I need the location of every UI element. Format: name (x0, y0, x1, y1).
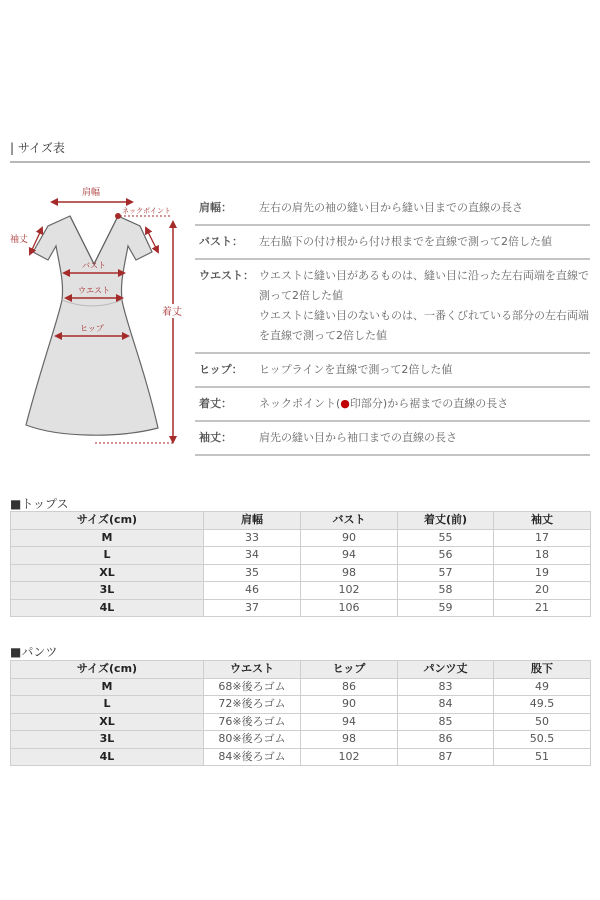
table-cell: 72※後ろゴム (204, 696, 301, 714)
table-header-row (11, 512, 591, 530)
size-label: L (11, 547, 204, 565)
table-cell: 80※後ろゴム (204, 731, 301, 749)
dress-illustration-icon (0, 180, 195, 450)
column-header: サイズ(cm) (11, 512, 204, 530)
desc-term: 肩幅： (199, 201, 232, 214)
tops-size-table (10, 511, 591, 617)
desc-row-sleeve (195, 422, 590, 456)
size-label: XL (11, 564, 204, 582)
page-title: | サイズ表 (10, 141, 65, 155)
tops-heading: ■トップス (10, 497, 69, 511)
column-header: サイズ(cm) (11, 661, 204, 679)
table-cell: 55 (398, 529, 494, 547)
table-cell: 85 (398, 713, 494, 731)
label-length: 着丈 (162, 307, 182, 318)
column-header: ウエスト (204, 661, 301, 679)
table-cell: 50.5 (494, 731, 591, 749)
table-cell: 84※後ろゴム (204, 748, 301, 766)
table-row (11, 582, 591, 600)
table-cell: 87 (398, 748, 494, 766)
size-label: 4L (11, 748, 204, 766)
desc-text-group (259, 266, 590, 346)
desc-text: ウエストに縫い目があるものは、縫い目に沿った左右両端を直線で測って2倍した値 (259, 269, 589, 302)
table-cell: 18 (494, 547, 591, 565)
table-row (11, 731, 591, 749)
table-cell: 90 (301, 529, 398, 547)
desc-term: 袖丈： (199, 431, 232, 444)
table-cell: 57 (398, 564, 494, 582)
column-header: ヒップ (301, 661, 398, 679)
table-cell: 50 (494, 713, 591, 731)
table-cell: 76※後ろゴム (204, 713, 301, 731)
column-header: 着丈(前) (398, 512, 494, 530)
title-divider (10, 161, 590, 163)
table-cell: 17 (494, 529, 591, 547)
label-sleeve: 袖丈 (10, 235, 29, 245)
column-header: パンツ丈 (398, 661, 494, 679)
table-cell: 90 (301, 696, 398, 714)
size-label: XL (11, 713, 204, 731)
table-cell: 49 (494, 678, 591, 696)
label-bust: バスト (82, 261, 106, 270)
table-cell: 20 (494, 582, 591, 600)
size-label: M (11, 529, 204, 547)
table-cell: 83 (398, 678, 494, 696)
desc-text-part: 印部分)から裾までの直線の長さ (349, 397, 509, 410)
desc-text: 左右脇下の付け根から付け根までを直線で測って2倍した値 (259, 235, 552, 248)
desc-text-part: ネックポイント( (259, 397, 341, 410)
table-cell: 94 (301, 713, 398, 731)
table-cell: 33 (204, 529, 301, 547)
desc-term: ウエスト： (199, 269, 254, 282)
column-header: 袖丈 (494, 512, 591, 530)
table-cell: 51 (494, 748, 591, 766)
table-row (11, 564, 591, 582)
table-cell: 49.5 (494, 696, 591, 714)
column-header: 股下 (494, 661, 591, 679)
measurement-descriptions (195, 192, 590, 456)
table-cell: 86 (398, 731, 494, 749)
table-cell: 86 (301, 678, 398, 696)
table-cell: 58 (398, 582, 494, 600)
table-cell: 56 (398, 547, 494, 565)
label-hip: ヒップ (80, 324, 104, 333)
column-header: バスト (301, 512, 398, 530)
desc-term: ヒップ： (199, 363, 243, 376)
desc-row-waist (195, 260, 590, 354)
size-label: L (11, 696, 204, 714)
table-cell: 19 (494, 564, 591, 582)
size-label: 3L (11, 582, 204, 600)
table-cell: 102 (301, 582, 398, 600)
table-row (11, 599, 591, 617)
size-label: M (11, 678, 204, 696)
pants-heading: ■パンツ (10, 645, 58, 659)
column-header: 肩幅 (204, 512, 301, 530)
pants-size-table (10, 660, 591, 766)
table-header-row (11, 661, 591, 679)
desc-row-length (195, 388, 590, 422)
desc-term: バスト： (199, 235, 243, 248)
red-dot-icon: ● (340, 397, 350, 410)
table-cell: 102 (301, 748, 398, 766)
desc-row-shoulder (195, 192, 590, 226)
desc-row-bust (195, 226, 590, 260)
table-cell: 34 (204, 547, 301, 565)
label-neck-point: ネックポイント (122, 207, 171, 215)
table-cell: 68※後ろゴム (204, 678, 301, 696)
table-cell: 46 (204, 582, 301, 600)
label-shoulder: 肩幅 (82, 188, 101, 198)
table-cell: 106 (301, 599, 398, 617)
table-cell: 98 (301, 564, 398, 582)
table-row (11, 713, 591, 731)
desc-text: 肩先の縫い目から袖口までの直線の長さ (259, 431, 457, 444)
desc-row-hip (195, 354, 590, 388)
table-cell: 98 (301, 731, 398, 749)
garment-diagram (0, 180, 195, 450)
desc-text: 左右の肩先の袖の縫い目から縫い目までの直線の長さ (259, 201, 523, 214)
table-cell: 37 (204, 599, 301, 617)
table-cell: 59 (398, 599, 494, 617)
label-waist: ウエスト (78, 286, 110, 295)
table-cell: 21 (494, 599, 591, 617)
table-cell: 84 (398, 696, 494, 714)
desc-text: ウエストに縫い目のないものは、一番くびれている部分の左右両端を直線で測って2倍した値 (259, 309, 589, 342)
table-cell: 35 (204, 564, 301, 582)
desc-text (259, 394, 590, 414)
table-row (11, 547, 591, 565)
size-label: 4L (11, 599, 204, 617)
desc-term: 着丈： (199, 397, 232, 410)
table-row (11, 529, 591, 547)
table-cell: 94 (301, 547, 398, 565)
table-row (11, 678, 591, 696)
desc-text: ヒップラインを直線で測って2倍した値 (259, 363, 453, 376)
table-row (11, 748, 591, 766)
size-label: 3L (11, 731, 204, 749)
table-row (11, 696, 591, 714)
